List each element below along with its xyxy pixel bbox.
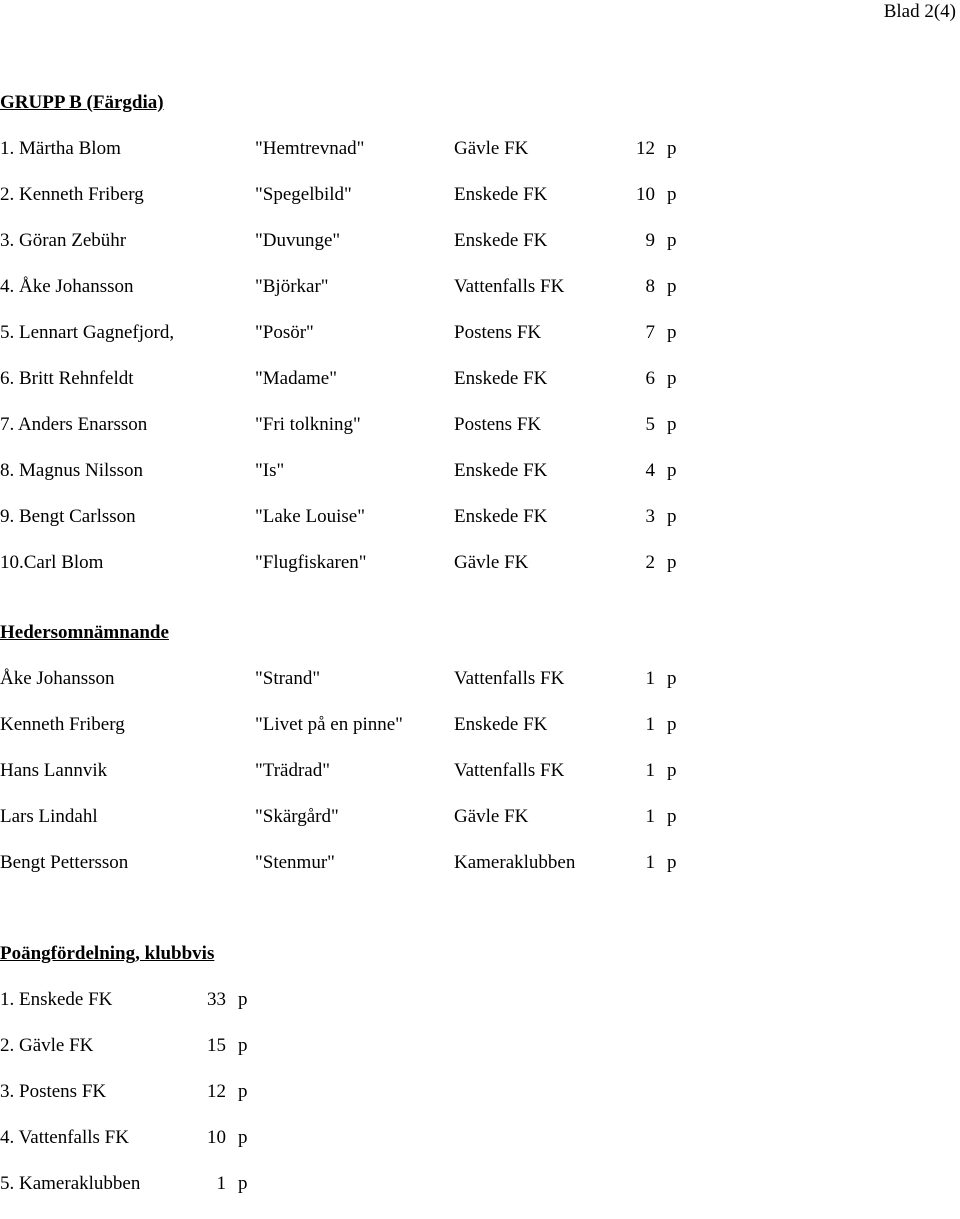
points-unit: p [667, 414, 677, 435]
club-name: Enskede FK [454, 230, 548, 251]
photo-title: "Fri tolkning" [255, 414, 361, 435]
result-row [0, 322, 960, 368]
mention-row [0, 668, 960, 714]
points-value: 10 [636, 184, 655, 205]
photo-title: "Livet på en pinne" [255, 714, 403, 735]
club-name: Postens FK [454, 414, 542, 435]
entrant-name: 6. Britt Rehnfeldt [0, 368, 134, 389]
points-value: 1 [216, 1173, 226, 1194]
club-name: Enskede FK [454, 184, 548, 205]
points-unit: p [667, 460, 677, 481]
mention-row [0, 714, 960, 760]
club-points-row [0, 1081, 960, 1127]
photo-title: "Madame" [255, 368, 337, 389]
club-name: Enskede FK [454, 368, 548, 389]
points-value: 1 [645, 714, 655, 735]
club-name: 2. Gävle FK [0, 1035, 94, 1056]
entrant-name: Hans Lannvik [0, 760, 108, 781]
points-unit: p [667, 506, 677, 527]
points-unit: p [238, 1035, 248, 1056]
club-name: 1. Enskede FK [0, 989, 113, 1010]
result-row [0, 506, 960, 552]
result-row [0, 552, 960, 598]
points-unit: p [238, 989, 248, 1010]
points-value: 1 [645, 806, 655, 827]
points-value: 8 [645, 276, 655, 297]
club-points-row [0, 1173, 960, 1219]
points-unit: p [667, 184, 677, 205]
points-value: 3 [645, 506, 655, 527]
entrant-name: 7. Anders Enarsson [0, 414, 148, 435]
points-value: 1 [645, 668, 655, 689]
club-name: Gävle FK [454, 552, 529, 573]
page-number-label: Blad 2(4) [883, 1, 956, 22]
group-b-results [0, 92, 960, 598]
club-name: Gävle FK [454, 138, 529, 159]
photo-title: "Duvunge" [255, 230, 341, 251]
mention-row [0, 852, 960, 898]
points-value: 7 [645, 322, 655, 343]
club-name: Vattenfalls FK [454, 760, 565, 781]
club-name: Enskede FK [454, 714, 548, 735]
points-value: 10 [207, 1127, 226, 1148]
photo-title: "Stenmur" [255, 852, 335, 873]
entrant-name: 8. Magnus Nilsson [0, 460, 144, 481]
points-unit: p [667, 138, 677, 159]
entrant-name: Lars Lindahl [0, 806, 98, 827]
entrant-name: 4. Åke Johansson [0, 276, 134, 297]
points-value: 1 [645, 760, 655, 781]
points-value: 4 [645, 460, 655, 481]
points-unit: p [667, 852, 677, 873]
club-name: 3. Postens FK [0, 1081, 107, 1102]
mention-row [0, 806, 960, 852]
photo-title: "Hemtrevnad" [255, 138, 365, 159]
points-value: 12 [207, 1081, 226, 1102]
group-b-heading: GRUPP B (Färgdia) [0, 92, 164, 113]
points-value: 15 [207, 1035, 226, 1056]
points-unit: p [667, 276, 677, 297]
club-points-row [0, 1127, 960, 1173]
points-value: 12 [636, 138, 655, 159]
points-value: 5 [645, 414, 655, 435]
points-unit: p [667, 668, 677, 689]
result-row [0, 368, 960, 414]
photo-title: "Spegelbild" [255, 184, 352, 205]
points-unit: p [667, 368, 677, 389]
points-unit: p [667, 714, 677, 735]
result-row [0, 414, 960, 460]
club-name: Vattenfalls FK [454, 668, 565, 689]
club-name: Postens FK [454, 322, 542, 343]
result-row [0, 138, 960, 184]
points-unit: p [667, 760, 677, 781]
result-row [0, 230, 960, 276]
club-name: Vattenfalls FK [454, 276, 565, 297]
photo-title: "Skärgård" [255, 806, 339, 827]
points-unit: p [667, 230, 677, 251]
points-value: 1 [645, 852, 655, 873]
photo-title: "Trädrad" [255, 760, 330, 781]
honorable-mentions [0, 622, 960, 898]
result-row [0, 184, 960, 230]
club-name: Enskede FK [454, 460, 548, 481]
points-value: 6 [645, 368, 655, 389]
photo-title: "Is" [255, 460, 285, 481]
club-points-heading: Poängfördelning, klubbvis [0, 943, 215, 964]
entrant-name: Åke Johansson [0, 668, 115, 689]
entrant-name: 5. Lennart Gagnefjord, [0, 322, 175, 343]
points-unit: p [238, 1081, 248, 1102]
points-value: 9 [645, 230, 655, 251]
photo-title: "Björkar" [255, 276, 329, 297]
result-row [0, 276, 960, 322]
photo-title: "Strand" [255, 668, 321, 689]
entrant-name: Bengt Pettersson [0, 852, 129, 873]
club-name: Gävle FK [454, 806, 529, 827]
entrant-name: 1. Märtha Blom [0, 138, 121, 159]
points-value: 2 [645, 552, 655, 573]
mention-row [0, 760, 960, 806]
result-row [0, 460, 960, 506]
club-name: 4. Vattenfalls FK [0, 1127, 129, 1148]
club-name: Enskede FK [454, 506, 548, 527]
points-unit: p [667, 552, 677, 573]
points-unit: p [238, 1127, 248, 1148]
club-points-row [0, 1035, 960, 1081]
club-name: 5. Kameraklubben [0, 1173, 141, 1194]
entrant-name: Kenneth Friberg [0, 714, 125, 735]
points-unit: p [667, 322, 677, 343]
entrant-name: 3. Göran Zebühr [0, 230, 127, 251]
club-points-row [0, 989, 960, 1035]
points-unit: p [238, 1173, 248, 1194]
club-points-distribution [0, 943, 960, 1219]
entrant-name: 10.Carl Blom [0, 552, 104, 573]
entrant-name: 9. Bengt Carlsson [0, 506, 136, 527]
honorable-mentions-heading: Hedersomnämnande [0, 622, 169, 643]
entrant-name: 2. Kenneth Friberg [0, 184, 144, 205]
photo-title: "Posör" [255, 322, 314, 343]
photo-title: "Lake Louise" [255, 506, 365, 527]
points-value: 33 [207, 989, 226, 1010]
photo-title: "Flugfiskaren" [255, 552, 367, 573]
points-unit: p [667, 806, 677, 827]
club-name: Kameraklubben [454, 852, 576, 873]
